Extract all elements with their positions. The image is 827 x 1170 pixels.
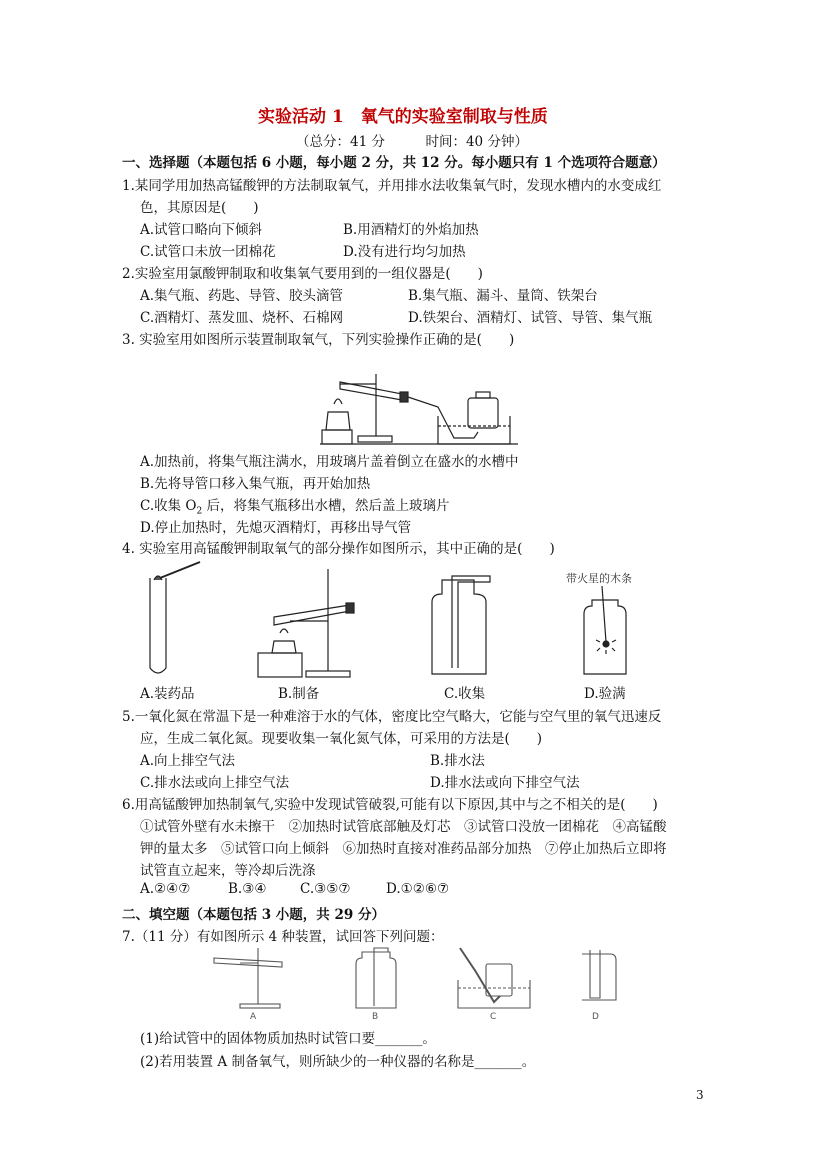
- q2-stem: 2.实验室用氯酸钾制取和收集氧气要用到的一组仪器是( ): [122, 266, 483, 282]
- q5-option-a: A.向上排空气法: [140, 753, 236, 769]
- q7-stem: 7.（11 分）有如图所示 4 种装置，试回答下列问题：: [122, 929, 444, 945]
- q7-device-c: [456, 946, 536, 1016]
- q7-subquestion-2: (2)若用装置 A 制备氧气，则所缺少的一种仪器的名称是_______。: [140, 1054, 536, 1070]
- q6-option-d: D.①②⑥⑦: [386, 881, 450, 897]
- q4-figure-d-check: [580, 586, 630, 682]
- q3-stem: 3. 实验室用如图所示装置制取氧气，下列实验操作正确的是( ): [122, 332, 515, 348]
- q2-option-c: C.酒精灯、蒸发皿、烧杯、石棉网: [140, 310, 344, 326]
- q4-caption-b: B.制备: [278, 686, 320, 702]
- q4-figure-a-loading: [140, 562, 210, 682]
- q3-option-c: C.收集 $O_2$ 后，将集气瓶移出水槽，然后盖上玻璃片: [140, 498, 450, 517]
- q3-option-a: A.加热前，将集气瓶注满水，用玻璃片盖着倒立在盛水的水槽中: [140, 454, 519, 470]
- q1-option-b: B.用酒精灯的外焰加热: [343, 222, 479, 238]
- q7-device-b: [352, 946, 402, 1016]
- q4-caption-d: D.验满: [584, 686, 626, 702]
- q7-label-d: D: [592, 1012, 599, 1022]
- q2-option-d: D.铁架台、酒精灯、试管、导管、集气瓶: [408, 310, 653, 326]
- q3-option-b: B.先将导管口移入集气瓶，再开始加热: [140, 476, 371, 492]
- q5-option-c: C.排水法或向上排空气法: [140, 775, 290, 791]
- q1-stem-line1: 1.某同学用加热高锰酸钾的方法制取氧气，并用排水法收集氧气时，发现水槽内的水变成红: [122, 178, 662, 194]
- q5-stem-line2: 应，生成二氧化氮。现要收集一氧化氮气体，可采用的方法是( ): [140, 731, 543, 747]
- q4-figure-b-setup: [250, 567, 370, 683]
- q4-caption-c: C.收集: [444, 686, 486, 702]
- q1-option-a: A.试管口略向下倾斜: [140, 222, 263, 238]
- q5-option-d: D.排水法或向下排空气法: [430, 775, 580, 791]
- q2-option-a: A.集气瓶、药匙、导管、胶头滴管: [140, 288, 344, 304]
- q7-label-a: A: [250, 1012, 257, 1022]
- section-heading-choice: 一、选择题（本题包括 6 小题，每小题 2 分，共 12 分。每小题只有 1 个选项符合题意）: [122, 155, 666, 171]
- q4-figure-c-collect: [426, 572, 496, 682]
- q7-label-b: B: [372, 1012, 379, 1022]
- q6-stem: 6.用高锰酸钾加热制氧气,实验中发现试管破裂,可能有以下原因,其中与之不相关的是( ): [122, 797, 658, 813]
- section-heading-fill: 二、填空题（本题包括 3 小题，共 29 分）: [122, 907, 385, 923]
- subtitle: （总分：41 分 时间：40 分钟）: [296, 134, 528, 150]
- q4-stem: 4. 实验室用高锰酸钾制取氧气的部分操作如图所示，其中正确的是( ): [122, 541, 555, 557]
- q7-device-d: [578, 946, 628, 1016]
- q4-caption-a: A.装药品: [140, 686, 195, 702]
- q6-causes-line2: 钾的量太多 ⑤试管口向上倾斜 ⑥加热时直接对准药品部分加热 ⑦停止加热后立即将: [140, 841, 667, 857]
- q5-option-b: B.排水法: [430, 753, 485, 769]
- q7-subquestion-1: (1)给试管中的固体物质加热时试管口要_______。: [140, 1031, 436, 1047]
- q3-apparatus-figure: [318, 372, 518, 452]
- page-title: 实验活动 1 氧气的实验室制取与性质: [258, 107, 548, 127]
- q4-stick-label: 带火星的木条: [566, 572, 632, 585]
- q6-option-c: C.③⑤⑦: [300, 881, 351, 897]
- q6-option-b: B.③④: [228, 881, 267, 897]
- q1-option-d: D.没有进行均匀加热: [343, 244, 466, 260]
- q7-device-a: [210, 946, 300, 1016]
- q6-causes-line1: ①试管外壁有水未擦干 ②加热时试管底部触及灯芯 ③试管口没放一团棉花 ④高锰酸: [140, 819, 667, 835]
- q6-option-a: A.②④⑦: [140, 881, 191, 897]
- q1-stem-line2: 色，其原因是( ): [140, 200, 259, 216]
- page-number: 3: [696, 1088, 704, 1102]
- q5-stem-line1: 5.一氧化氮在常温下是一种难溶于水的气体，密度比空气略大，它能与空气里的氧气迅速反: [122, 709, 662, 725]
- q2-option-b: B.集气瓶、漏斗、量筒、铁架台: [408, 288, 598, 304]
- q7-label-c: C: [490, 1012, 497, 1022]
- q6-causes-line3: 试管直立起来，等冷却后洗涤: [140, 863, 316, 879]
- q1-option-c: C.试管口未放一团棉花: [140, 244, 276, 260]
- q3-option-d: D.停止加热时，先熄灭酒精灯，再移出导气管: [140, 520, 412, 536]
